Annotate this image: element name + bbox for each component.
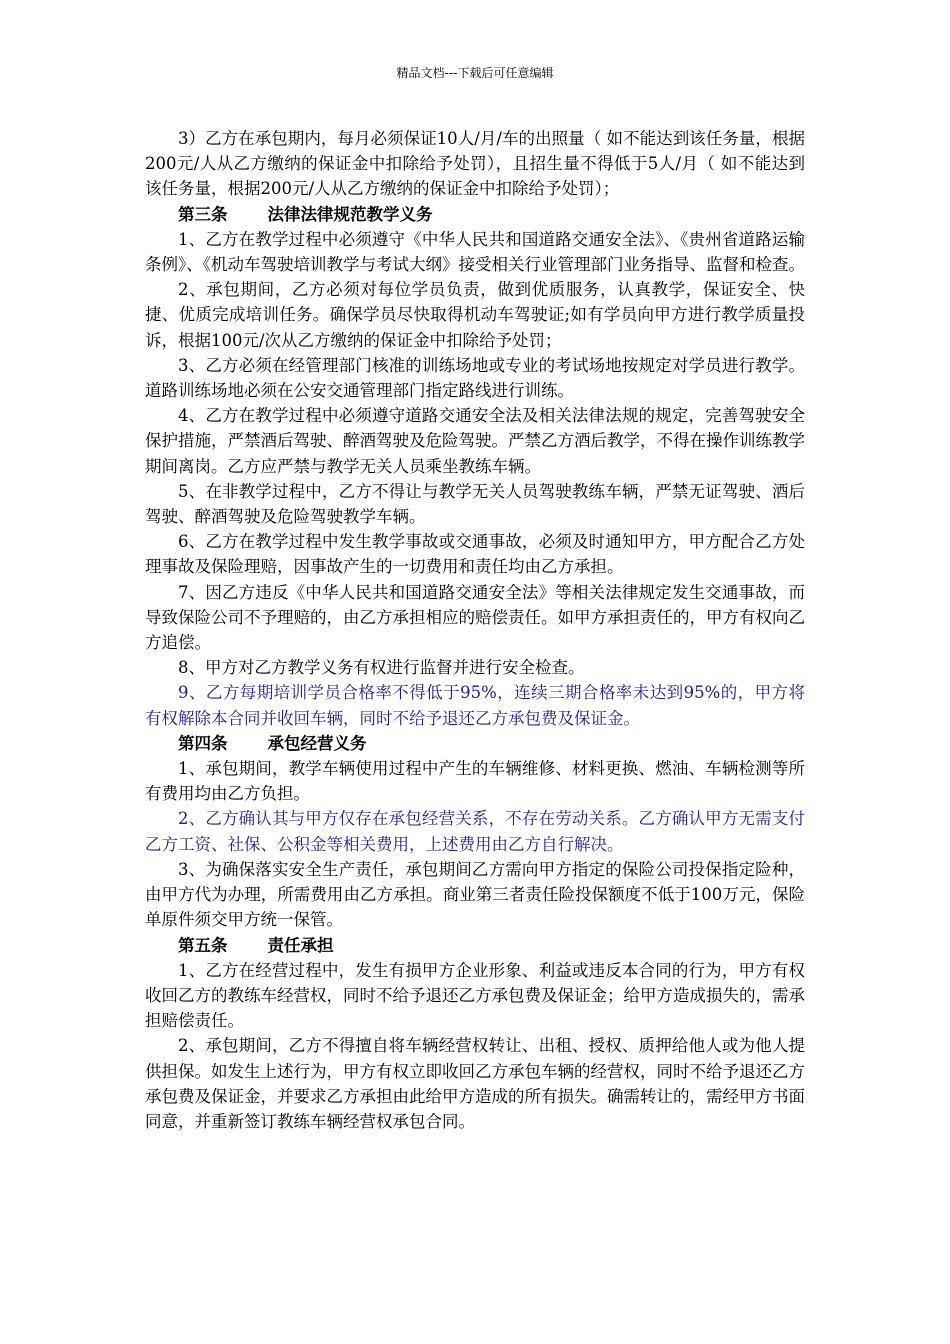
- article-4-number: 第四条: [178, 733, 228, 753]
- article-3-item-1: 1、乙方在教学过程中必须遵守《中华人民共和国道路交通安全法》、《贵州省道路运输条例》、《机动车驾驶培训教学与考试大纲》接受相关行业管理部门业务指导、监督和检查。: [145, 229, 805, 275]
- article-4-item-2: 2、乙方确认其与甲方仅存在承包经营关系，不存在劳动关系。乙方确认甲方无需支付乙方工资、社保、公积金等相关费用，上述费用由乙方自行解决。: [145, 809, 805, 854]
- article-5-heading: [145, 933, 805, 958]
- article-4-heading: [145, 731, 805, 756]
- article-3-heading: [145, 202, 805, 227]
- article-4-item-1: 1、承包期间，教学车辆使用过程中产生的车辆维修、材料更换、燃油、车辆检测等所有费用均由乙方负担。: [145, 759, 805, 804]
- article-3-item-2: 2、承包期间，乙方必须对每位学员负责，做到优质服务，认真教学，保证安全、快捷、优质完成培训任务。确保学员尽快取得机动车驾驶证;如有学员向甲方进行教学质量投诉，根据100元/次从乙方缴纳的保证金中扣除给予处罚；: [145, 280, 805, 350]
- article-3-item-3: 3、乙方必须在经管理部门核准的训练场地或专业的考试场地按规定对学员进行教学。道路训练场地必须在公安交通管理部门指定路线进行训练。: [145, 355, 805, 401]
- article-3-item-9: 9、乙方每期培训学员合格率不得低于95%，连续三期合格率未达到95%的，甲方将有权解除本合同并收回车辆，同时不给予退还乙方承包费及保证金。: [145, 683, 805, 728]
- article-5-title: 责任承担: [267, 935, 334, 955]
- article-4-title: 承包经营义务: [267, 733, 367, 753]
- article-3-item-8: 8、甲方对乙方教学义务有权进行监督并进行安全检查。: [178, 658, 585, 678]
- clause-3-3: 3）乙方在承包期内，每月必须保证10人/月/车的出照量（ 如不能达到该任务量，根据200元/人从乙方缴纳的保证金中扣除给予处罚），且招生量不得低于5人/月（ 如不能达到该任务量，根据200元/人从乙方缴纳的保证金中扣除给予处罚）；: [145, 129, 805, 199]
- page-header: 精品文档---下载后可任意编辑: [396, 66, 554, 80]
- article-3-number: 第三条: [178, 204, 228, 224]
- article-3-item-7: 7、因乙方违反《中华人民共和国道路交通安全法》等相关法律规定发生交通事故，而导致保险公司不予理赔的，由乙方承担相应的赔偿责任。如甲方承担责任的，甲方有权向乙方追偿。: [145, 582, 805, 653]
- article-3-item-6: 6、乙方在教学过程中发生教学事故或交通事故，必须及时通知甲方，甲方配合乙方处理事故及保险理赔，因事故产生的一切费用和责任均由乙方承担。: [145, 532, 805, 577]
- article-5-item-1: 1、乙方在经营过程中，发生有损甲方企业形象、利益或违反本合同的行为，甲方有权收回乙方的教练车经营权，同时不给予退还乙方承包费及保证金；给甲方造成损失的，需承担赔偿责任。: [145, 960, 805, 1031]
- article-3-title: 法律法律规范教学义务: [267, 204, 433, 224]
- article-4-item-3: 3、为确保落实安全生产责任，承包期间乙方需向甲方指定的保险公司投保指定险种，由甲方代为办理，所需费用由乙方承担。商业第三者责任险投保额度不低于100万元，保险单原件须交甲方统一保管。: [145, 859, 805, 930]
- document-body: [145, 126, 805, 1134]
- article-3-item-4: 4、乙方在教学过程中必须遵守道路交通安全法及相关法律法规的规定，完善驾驶安全保护措施，严禁酒后驾驶、醉酒驾驶及危险驾驶。严禁乙方酒后教学，不得在操作训练教学期间离岗。乙方应严禁与教学无关人员乘坐教练车辆。: [145, 406, 805, 476]
- article-5-number: 第五条: [178, 935, 228, 955]
- article-5-item-2: 2、承包期间，乙方不得擅自将车辆经营权转让、出租、授权、质押给他人或为他人提供担保。如发生上述行为，甲方有权立即收回乙方承包车辆的经营权，同时不给予退还乙方承包费及保证金，并要求乙方承担由此给甲方造成的所有损失。确需转让的，需经甲方书面同意，并重新签订教练车辆经营权承包合同。: [145, 1036, 805, 1131]
- article-3-item-5: 5、在非教学过程中，乙方不得让与教学无关人员驾驶教练车辆，严禁无证驾驶、酒后驾驶、醉酒驾驶及危险驾驶教学车辆。: [145, 481, 805, 527]
